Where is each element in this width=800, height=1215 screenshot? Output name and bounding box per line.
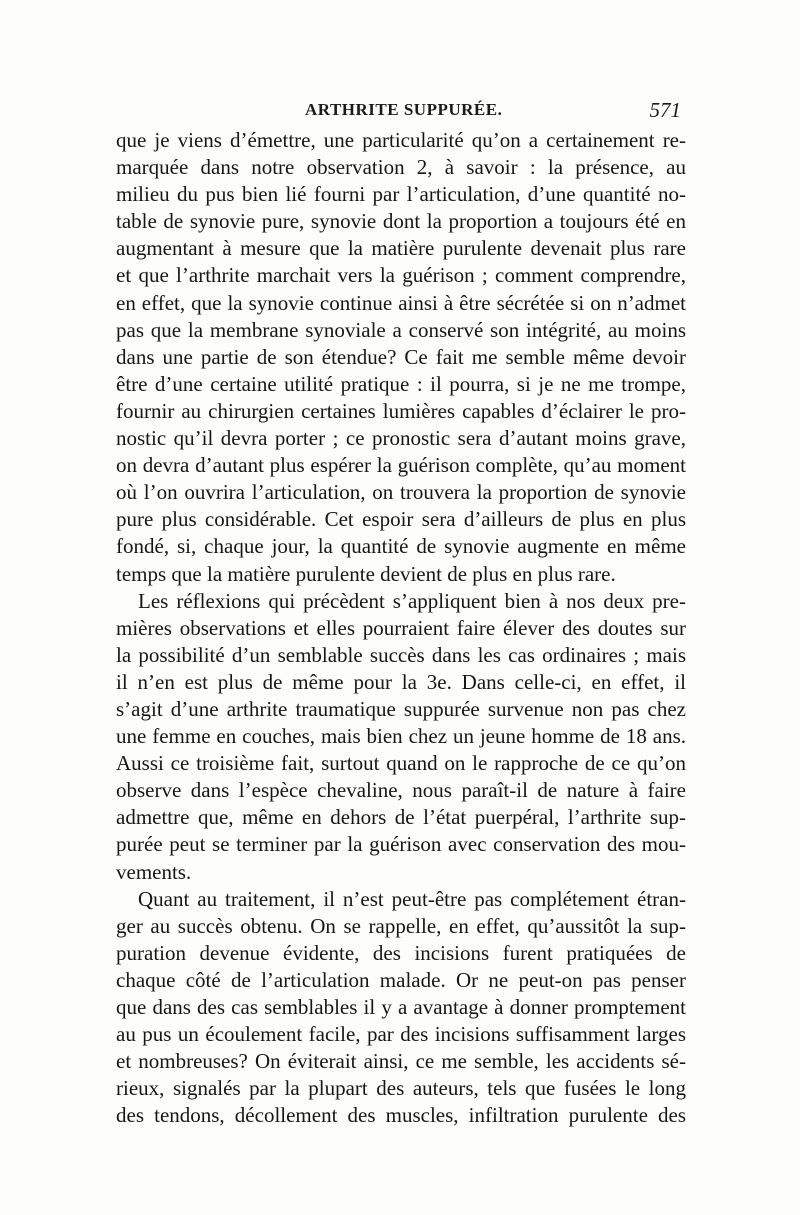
text-line: il n’en est plus de même pour la 3e. Dans celle-ci, en effet, il: [116, 669, 686, 694]
body-text: [116, 127, 686, 1129]
text-line: au pus un écoulement facile, par des incisions suffisamment larges: [116, 1022, 686, 1047]
text-line: et que l’arthrite marchait vers la guérison ; comment comprendre,: [116, 263, 686, 288]
text-line: fournir au chirurgien certaines lumières capables d’éclairer le pro-: [116, 398, 686, 423]
paragraph-end-line: temps que la matière purulente devient de plus en plus rare.: [116, 561, 616, 586]
text-line: ger au succès obtenu. On se rappelle, en effet, qu’aussitôt la sup-: [116, 913, 686, 938]
paragraph-end-line: vements.: [116, 859, 192, 884]
running-title: ARTHRITE SUPPURÉE.: [305, 100, 503, 119]
text-line: mières observations et elles pourraient faire élever des doutes sur: [116, 615, 686, 640]
text-line: en effet, que la synovie continue ainsi à être sécrétée si on n’admet: [116, 290, 686, 315]
text-line: admettre que, même en dehors de l’état puerpéral, l’arthrite sup-: [116, 805, 686, 830]
text-line: nostic qu’il devra porter ; ce pronostic sera d’autant moins grave,: [116, 426, 686, 451]
text-line: que dans des cas semblables il y a avantage à donner promptement: [116, 995, 686, 1019]
paragraph-start-line: Quant au traitement, il n’est peut-être pas complétement étran-: [138, 886, 686, 911]
text-line: puration devenue évidente, des incisions furent pratiquées de: [116, 940, 686, 965]
text-line: marquée dans notre observation 2, à savoir : la présence, au: [116, 155, 686, 180]
paragraph-start-line: Les réflexions qui précèdent s’appliquent bien à nos deux pre-: [138, 588, 686, 613]
text-line: que je viens d’émettre, une particularité qu’on a certainement re-: [116, 128, 686, 152]
text-line: et nombreuses? On éviterait ainsi, ce me semble, les accidents sé-: [116, 1049, 686, 1074]
text-line: des tendons, décollement des muscles, infiltration purulente des: [116, 1103, 686, 1128]
text-line: dans une partie de son étendue? Ce fait me semble même devoir: [116, 344, 686, 369]
page-header: [115, 96, 685, 126]
text-line: observe dans l’espèce chevaline, nous paraît-il de nature à faire: [116, 778, 686, 803]
text-line: fondé, si, chaque jour, la quantité de synovie augmente en même: [116, 534, 686, 559]
text-line: Aussi ce troisième fait, surtout quand on le rapproche de ce qu’on: [116, 751, 686, 776]
text-line: être d’une certaine utilité pratique : il pourra, si je ne me trompe,: [116, 371, 686, 396]
text-line: une femme en couches, mais bien chez un jeune homme de 18 ans.: [116, 724, 686, 749]
text-line: table de synovie pure, synovie dont la proportion a toujours été en: [116, 209, 686, 234]
text-line: s’agit d’une arthrite traumatique suppurée survenue non pas chez: [116, 696, 686, 721]
text-line: pas que la membrane synoviale a conservé son intégrité, au moins: [116, 317, 686, 342]
text-line: on devra d’autant plus espérer la guérison complète, qu’au moment: [116, 453, 686, 478]
text-line: purée peut se terminer par la guérison avec conservation des mou-: [116, 832, 686, 857]
text-line: milieu du pus bien lié fourni par l’articulation, d’une quantité no-: [116, 182, 686, 207]
text-line: augmentant à mesure que la matière purulente devenait plus rare: [116, 236, 686, 261]
text-line: pure plus considérable. Cet espoir sera d’ailleurs de plus en plus: [116, 507, 686, 532]
text-line: où l’on ouvrira l’articulation, on trouvera la proportion de synovie: [116, 480, 686, 505]
page-number: 571: [649, 98, 681, 122]
text-line: chaque côté de l’articulation malade. Or ne peut-on pas penser: [116, 967, 686, 992]
text-line: rieux, signalés par la plupart des auteurs, tels que fusées le long: [116, 1076, 686, 1101]
text-line: la possibilité d’un semblable succès dans les cas ordinaires ; mais: [116, 642, 686, 667]
